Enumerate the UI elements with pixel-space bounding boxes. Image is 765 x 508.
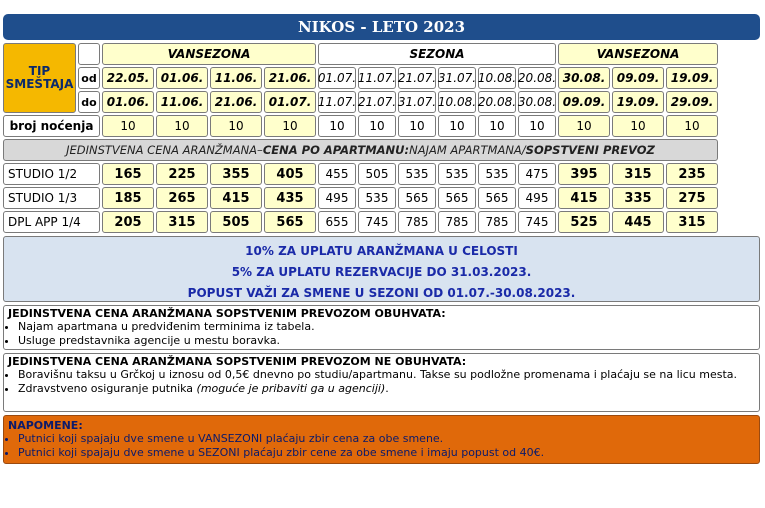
price-cell: 415	[210, 187, 262, 209]
excludes-item-note: (moguće je pribaviti ga u agenciji)	[196, 381, 386, 395]
discount-panel	[3, 236, 760, 302]
price-bar-bold: SOPSTVENI PREVOZ	[525, 143, 655, 157]
do-date-cell: 11.06.	[156, 91, 208, 113]
nights-cell: 10	[156, 115, 208, 137]
price-cell: 505	[358, 163, 396, 185]
excludes-item-text: Zdravstveno osiguranje putnika	[18, 381, 197, 395]
do-date-cell: 21.07.	[358, 91, 396, 113]
od-date-cell: 10.08.	[478, 67, 516, 89]
price-cell: 745	[358, 211, 396, 233]
price-cell: 395	[558, 163, 610, 185]
discount-line: 10% ZA UPLATU ARANŽMANA U CELOSTI	[245, 244, 518, 258]
od-date-cell: 19.09.	[666, 67, 718, 89]
nights-label: broj noćenja	[3, 115, 100, 137]
do-date-cell: 30.08.	[518, 91, 556, 113]
price-description-bar	[3, 139, 718, 161]
price-cell: 525	[558, 211, 610, 233]
price-cell: 535	[358, 187, 396, 209]
price-cell: 455	[318, 163, 356, 185]
price-cell: 235	[666, 163, 718, 185]
nights-cell: 10	[558, 115, 610, 137]
price-cell: 785	[438, 211, 476, 233]
price-cell: 565	[478, 187, 516, 209]
price-cell: 225	[156, 163, 208, 185]
notes-heading: NAPOMENE:	[8, 419, 83, 432]
do-label: do	[78, 91, 100, 113]
price-cell: 565	[398, 187, 436, 209]
od-date-cell: 22.05.	[102, 67, 154, 89]
od-date-cell: 11.07.	[358, 67, 396, 89]
od-date-cell: 31.07.	[438, 67, 476, 89]
od-date-cell: 21.07.	[398, 67, 436, 89]
nights-cell: 10	[612, 115, 664, 137]
do-date-cell: 20.08.	[478, 91, 516, 113]
excludes-box	[3, 353, 760, 412]
price-cell: 745	[518, 211, 556, 233]
price-cell: 535	[398, 163, 436, 185]
room-type-label: STUDIO 1/2	[3, 163, 100, 185]
price-cell: 275	[666, 187, 718, 209]
do-date-cell: 11.07.	[318, 91, 356, 113]
accommodation-type-header: TIP SMEŠTAJA	[3, 43, 76, 113]
do-date-cell: 19.09.	[612, 91, 664, 113]
nights-cell: 10	[666, 115, 718, 137]
includes-box	[3, 305, 760, 350]
page-title: NIKOS - LETO 2023	[3, 14, 760, 40]
nights-cell: 10	[478, 115, 516, 137]
price-bar-text: NAJAM APARTMANA/	[409, 143, 526, 157]
do-date-cell: 29.09.	[666, 91, 718, 113]
nights-cell: 10	[518, 115, 556, 137]
od-date-cell: 20.08.	[518, 67, 556, 89]
od-date-cell: 09.09.	[612, 67, 664, 89]
price-cell: 565	[264, 211, 316, 233]
season-header-off-1: VANSEZONA	[102, 43, 316, 65]
od-date-cell: 30.08.	[558, 67, 610, 89]
price-cell: 495	[318, 187, 356, 209]
price-cell: 475	[518, 163, 556, 185]
includes-item: • Najam apartmana u predviđenim terminima iz tabela.	[18, 320, 755, 334]
price-cell: 265	[156, 187, 208, 209]
price-cell: 535	[438, 163, 476, 185]
room-type-label: STUDIO 1/3	[3, 187, 100, 209]
do-date-cell: 21.06.	[210, 91, 262, 113]
price-cell: 335	[612, 187, 664, 209]
price-cell: 405	[264, 163, 316, 185]
excludes-item: • Boravišnu taksu u Grčkoj u iznosu od 0,5€ dnevno po studiu/apartmanu. Takse su podložne promenama i plaćaju se na licu mesta.	[18, 368, 755, 382]
discount-line: POPUST VAŽI ZA SMENE U SEZONI OD 01.07.-30.08.2023.	[187, 286, 576, 300]
price-table	[3, 43, 760, 233]
price-cell: 495	[518, 187, 556, 209]
od-date-cell: 01.06.	[156, 67, 208, 89]
price-cell: 785	[398, 211, 436, 233]
price-cell: 315	[612, 163, 664, 185]
price-cell: 535	[478, 163, 516, 185]
excludes-item-end: .	[385, 381, 389, 395]
price-cell: 355	[210, 163, 262, 185]
room-type-label: DPL APP 1/4	[3, 211, 100, 233]
od-label: od	[78, 67, 100, 89]
od-date-cell: 01.07.	[318, 67, 356, 89]
price-cell: 445	[612, 211, 664, 233]
do-date-cell: 31.07.	[398, 91, 436, 113]
excludes-heading: JEDINSTVENA CENA ARANŽMANA SOPSTVENIM PREVOZOM NE OBUHVATA:	[8, 355, 467, 368]
price-cell: 655	[318, 211, 356, 233]
notes-box	[3, 415, 760, 464]
nights-cell: 10	[398, 115, 436, 137]
excludes-item	[18, 382, 755, 396]
od-date-cell: 11.06.	[210, 67, 262, 89]
price-bar-text: JEDINSTVENA CENA ARANŽMANA–	[66, 143, 263, 157]
notes-item: • Putnici koji spajaju dve smene u SEZONI plaćaju zbir cene za obe smene i imaju popust od 40€.	[18, 446, 755, 460]
do-date-cell: 10.08.	[438, 91, 476, 113]
price-cell: 315	[156, 211, 208, 233]
season-header-main: SEZONA	[318, 43, 556, 65]
nights-cell: 10	[264, 115, 316, 137]
includes-heading: JEDINSTVENA CENA ARANŽMANA SOPSTVENIM PREVOZOM OBUHVATA:	[8, 307, 446, 320]
price-cell: 205	[102, 211, 154, 233]
discount-line: 5% ZA UPLATU REZERVACIJE DO 31.03.2023.	[231, 265, 532, 279]
nights-cell: 10	[102, 115, 154, 137]
do-date-cell: 09.09.	[558, 91, 610, 113]
price-cell: 165	[102, 163, 154, 185]
price-cell: 565	[438, 187, 476, 209]
includes-item: • Usluge predstavnika agencije u mestu boravka.	[18, 334, 755, 348]
nights-cell: 10	[358, 115, 396, 137]
price-bar-bold: CENA PO APARTMANU:	[262, 143, 410, 157]
od-date-cell: 21.06.	[264, 67, 316, 89]
nights-cell: 10	[210, 115, 262, 137]
empty-corner-cell	[78, 43, 100, 65]
notes-item: • Putnici koji spajaju dve smene u VANSEZONI plaćaju zbir cena za obe smene.	[18, 432, 755, 446]
season-header-off-2: VANSEZONA	[558, 43, 718, 65]
price-cell: 415	[558, 187, 610, 209]
nights-cell: 10	[318, 115, 356, 137]
do-date-cell: 01.07.	[264, 91, 316, 113]
nights-cell: 10	[438, 115, 476, 137]
price-list	[3, 14, 760, 464]
price-cell: 435	[264, 187, 316, 209]
price-cell: 785	[478, 211, 516, 233]
price-cell: 505	[210, 211, 262, 233]
price-cell: 315	[666, 211, 718, 233]
do-date-cell: 01.06.	[102, 91, 154, 113]
price-cell: 185	[102, 187, 154, 209]
